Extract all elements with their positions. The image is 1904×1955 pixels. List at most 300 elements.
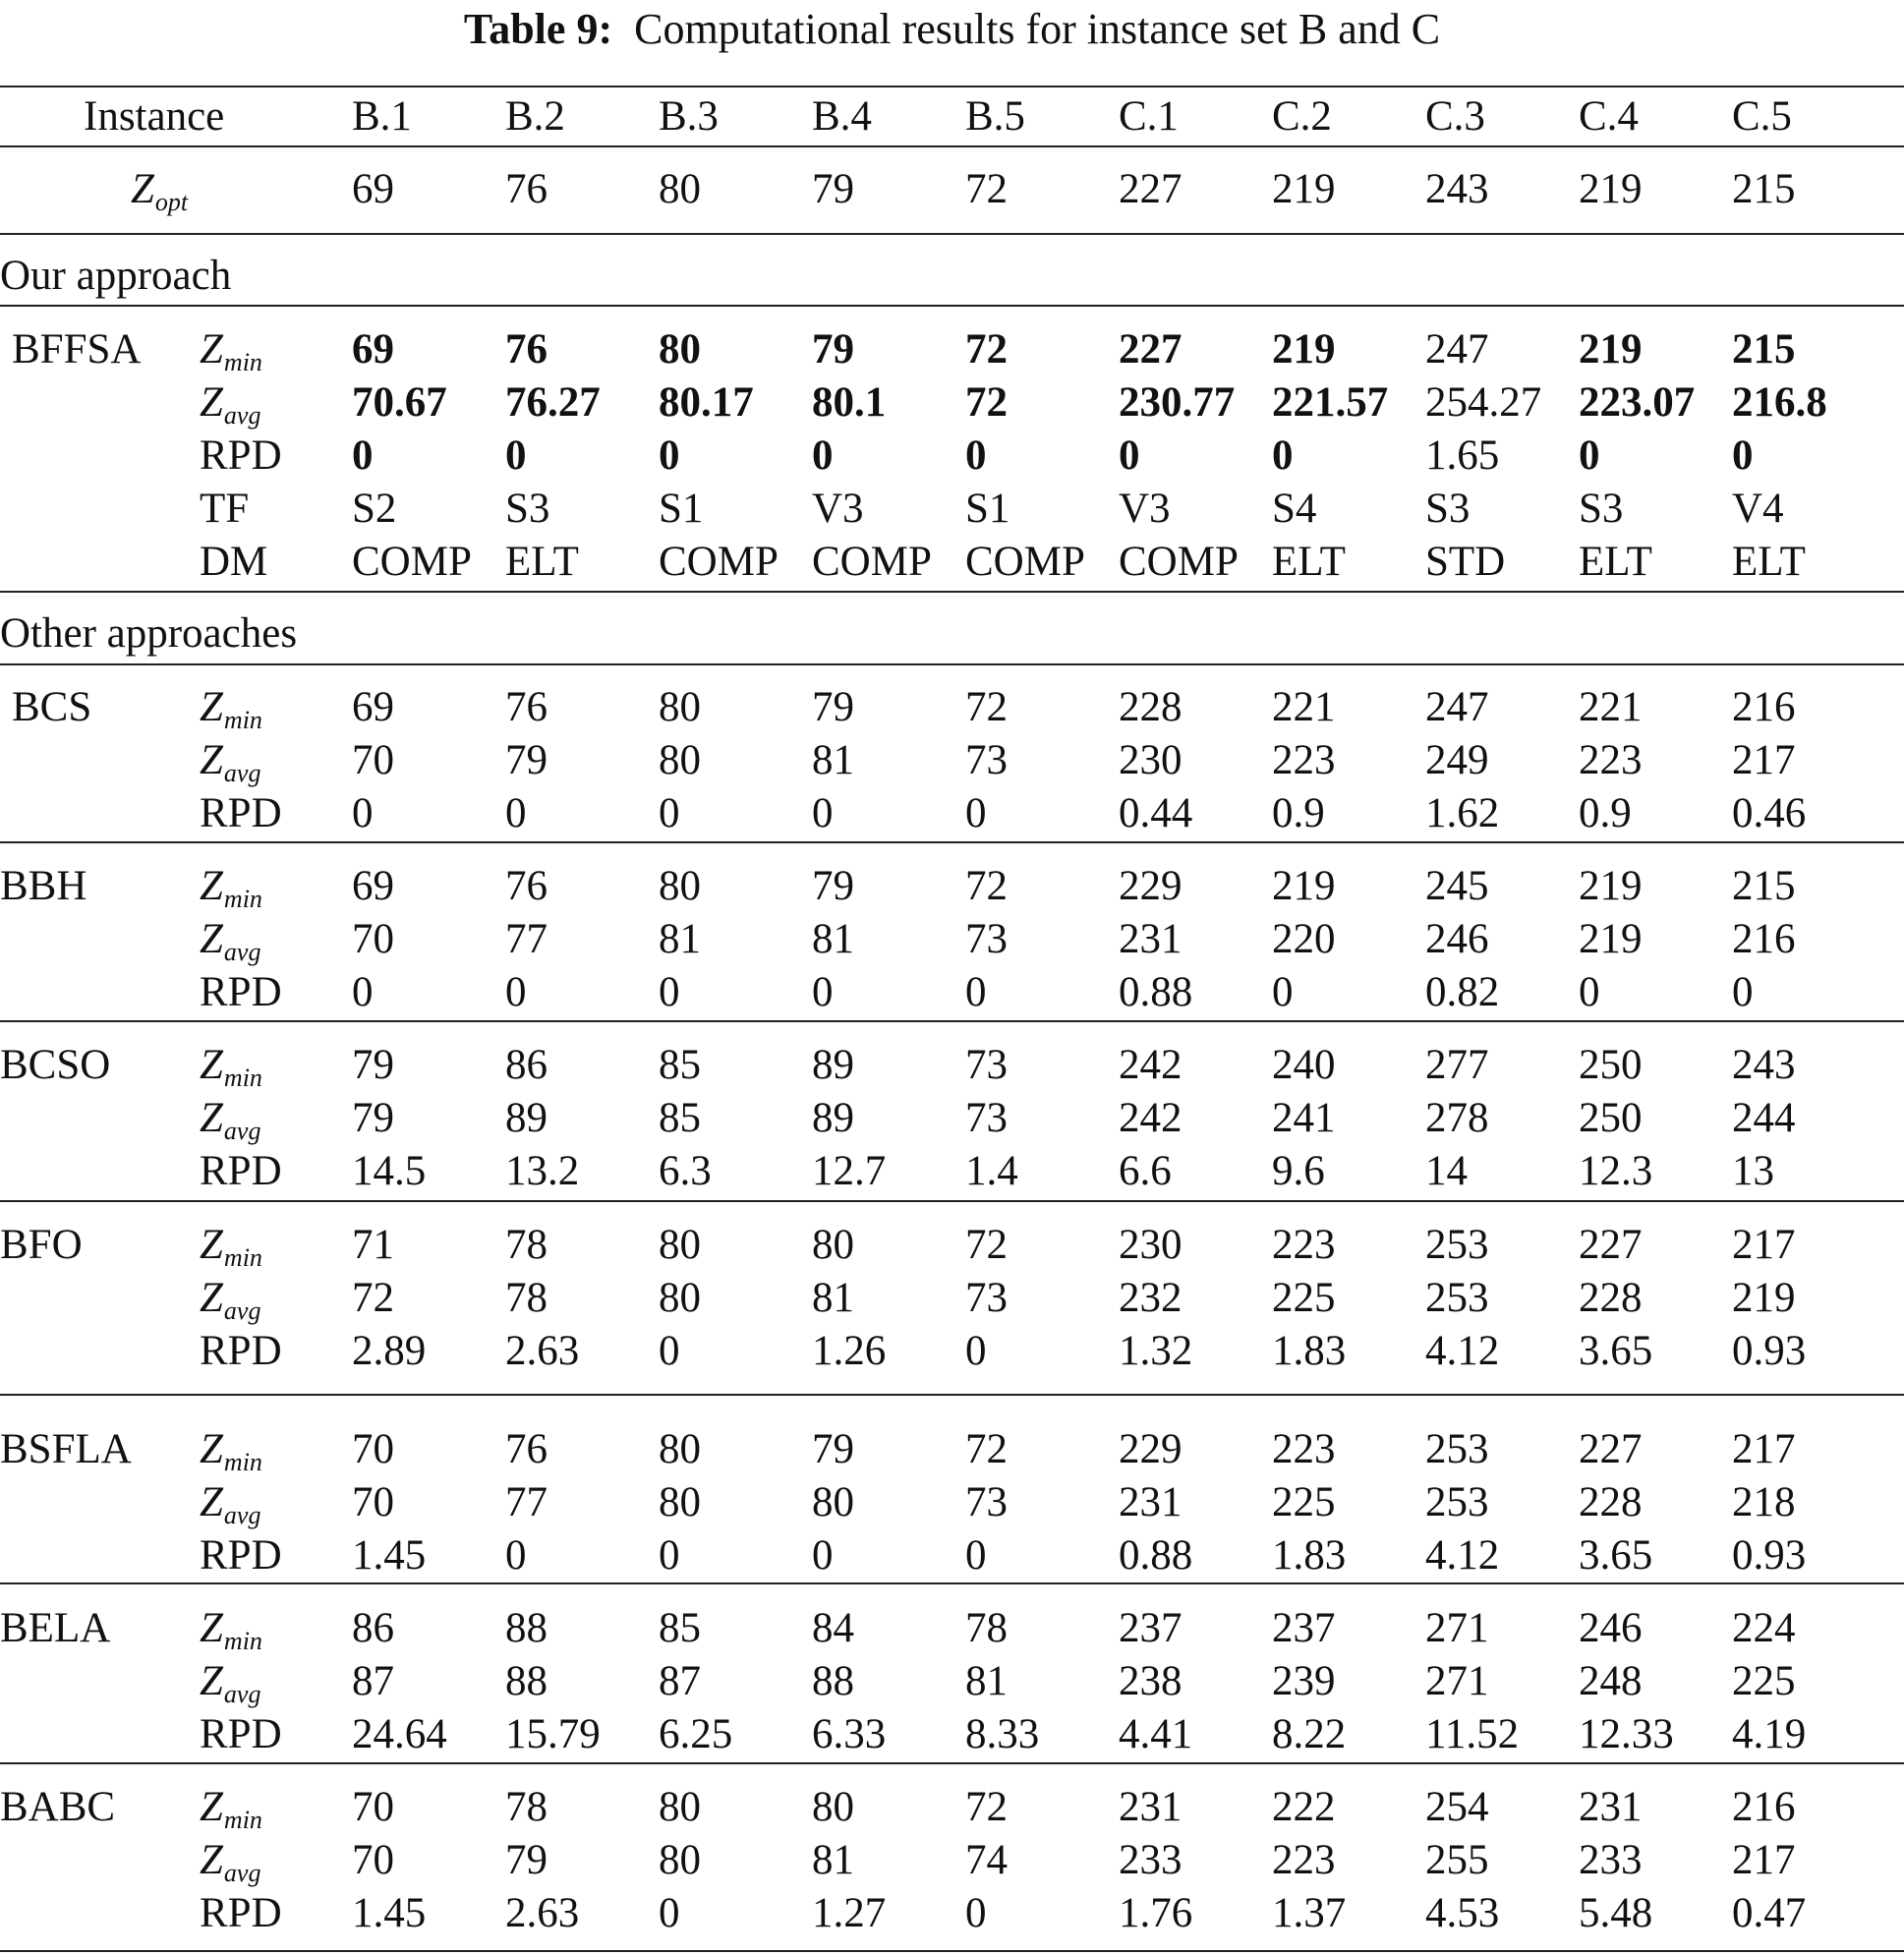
bcso-zavg-value: 85 <box>659 1095 701 1141</box>
bfo-rpd-value: 1.26 <box>812 1328 887 1374</box>
bcs-rpd-value: 1.62 <box>1425 790 1500 836</box>
bela-zmin-value: 237 <box>1272 1605 1336 1651</box>
babc-rpd-value: 1.76 <box>1119 1890 1193 1936</box>
bela-zmin-value: 86 <box>352 1605 394 1651</box>
metric-rpd-label: RPD <box>200 432 282 479</box>
bffsa-rpd-value: 0 <box>659 432 680 479</box>
bsfla-zmin-value: 217 <box>1732 1426 1796 1472</box>
metric-rpd-label: RPD <box>200 969 282 1015</box>
bcs-zmin-value: 79 <box>812 684 854 730</box>
babc-zmin-value: 222 <box>1272 1784 1336 1830</box>
bcs-zavg-value: 223 <box>1579 737 1643 783</box>
bsfla-zmin-value: 80 <box>659 1426 701 1472</box>
metric-rpd-label: RPD <box>200 1148 282 1194</box>
zopt-value: 80 <box>659 166 701 212</box>
method-name-BCS: BCS <box>12 684 92 730</box>
bbh-zavg-value: 231 <box>1119 916 1183 962</box>
babc-zmin-value: 231 <box>1119 1784 1183 1830</box>
metric-zavg-label: $Z_{avg}$ <box>200 1275 261 1325</box>
bsfla-rpd-value: 0 <box>812 1532 834 1579</box>
bbh-zmin-value: 79 <box>812 863 854 909</box>
bbh-zmin-value: 69 <box>352 863 394 909</box>
bcso-rpd-value: 6.6 <box>1119 1148 1172 1194</box>
section-other-approaches: Other approaches <box>0 610 298 657</box>
metric-zmin-label: $Z_{min}$ <box>200 863 262 913</box>
header-instance-C.3: C.3 <box>1425 93 1485 140</box>
bffsa-rpd-value: 0 <box>1579 432 1600 479</box>
bcs-rpd-value: 0.46 <box>1732 790 1807 836</box>
bcs-zmin-value: 80 <box>659 684 701 730</box>
bffsa-zmin-value: 69 <box>352 326 394 373</box>
bcso-rpd-value: 14 <box>1425 1148 1468 1194</box>
metric-zmin-label: $Z_{min}$ <box>200 1605 262 1655</box>
bsfla-zmin-value: 79 <box>812 1426 854 1472</box>
bcso-zmin-value: 89 <box>812 1042 854 1088</box>
bsfla-zavg-value: 80 <box>812 1479 854 1525</box>
bffsa-dm-value: STD <box>1425 539 1506 585</box>
bela-rpd-value: 4.41 <box>1119 1711 1193 1757</box>
header-instance-label: Instance <box>84 93 225 140</box>
bcso-zavg-value: 241 <box>1272 1095 1336 1141</box>
babc-zavg-value: 233 <box>1579 1837 1643 1883</box>
bffsa-dm-value: ELT <box>1579 539 1652 585</box>
bffsa-tf-value: S1 <box>965 486 1010 532</box>
bela-zavg-value: 88 <box>505 1658 548 1704</box>
zopt-value: 69 <box>352 166 394 212</box>
zopt-value: 219 <box>1579 166 1643 212</box>
bffsa-tf-value: V3 <box>812 486 864 532</box>
babc-rpd-value: 1.37 <box>1272 1890 1347 1936</box>
bbh-zmin-value: 219 <box>1579 863 1643 909</box>
bbh-zmin-value: 215 <box>1732 863 1796 909</box>
babc-zavg-value: 79 <box>505 1837 548 1883</box>
bfo-zmin-value: 217 <box>1732 1222 1796 1268</box>
metric-zavg-label: $Z_{avg}$ <box>200 916 261 966</box>
method-name-BFFSA: BFFSA <box>12 326 142 373</box>
zopt-value: 227 <box>1119 166 1183 212</box>
babc-zmin-value: 80 <box>812 1784 854 1830</box>
bela-zmin-value: 224 <box>1732 1605 1796 1651</box>
bfo-rpd-value: 3.65 <box>1579 1328 1653 1374</box>
bcso-zmin-value: 243 <box>1732 1042 1796 1088</box>
bcso-zavg-value: 244 <box>1732 1095 1796 1141</box>
rule-ours-end <box>0 591 1904 593</box>
bffsa-rpd-value: 0 <box>352 432 374 479</box>
bcs-zmin-value: 76 <box>505 684 548 730</box>
metric-rpd-label: RPD <box>200 1532 282 1579</box>
bfo-rpd-value: 1.32 <box>1119 1328 1193 1374</box>
bffsa-rpd-value: 0 <box>505 432 527 479</box>
bsfla-zmin-value: 229 <box>1119 1426 1183 1472</box>
bfo-zmin-value: 80 <box>812 1222 854 1268</box>
bcs-zmin-value: 221 <box>1272 684 1336 730</box>
rule-zopt <box>0 233 1904 235</box>
babc-zmin-value: 78 <box>505 1784 548 1830</box>
bcso-rpd-value: 6.3 <box>659 1148 712 1194</box>
zopt-label: $Z_{opt}$ <box>131 166 189 216</box>
bffsa-tf-value: V4 <box>1732 486 1784 532</box>
metric-dm-label: DM <box>200 539 268 585</box>
babc-rpd-value: 4.53 <box>1425 1890 1500 1936</box>
bbh-rpd-value: 0 <box>1579 969 1600 1015</box>
bbh-rpd-value: 0 <box>1732 969 1754 1015</box>
bffsa-rpd-value: 0 <box>812 432 834 479</box>
bela-zavg-value: 88 <box>812 1658 854 1704</box>
rule-bbh-end <box>0 1020 1904 1022</box>
bffsa-tf-value: S3 <box>1579 486 1624 532</box>
header-instance-C.1: C.1 <box>1119 93 1179 140</box>
bsfla-zavg-value: 80 <box>659 1479 701 1525</box>
bbh-zmin-value: 80 <box>659 863 701 909</box>
bcso-zmin-value: 73 <box>965 1042 1008 1088</box>
bffsa-zmin-value: 76 <box>505 326 548 373</box>
method-name-BELA: BELA <box>0 1605 111 1651</box>
bcs-zavg-value: 80 <box>659 737 701 783</box>
babc-rpd-value: 0 <box>659 1890 680 1936</box>
babc-zmin-value: 80 <box>659 1784 701 1830</box>
bfo-zmin-value: 253 <box>1425 1222 1489 1268</box>
bcs-zavg-value: 230 <box>1119 737 1183 783</box>
bcso-zavg-value: 73 <box>965 1095 1008 1141</box>
bcso-zavg-value: 89 <box>812 1095 854 1141</box>
metric-zmin-label: $Z_{min}$ <box>200 1784 262 1834</box>
bela-rpd-value: 8.22 <box>1272 1711 1347 1757</box>
zopt-value: 219 <box>1272 166 1336 212</box>
header-instance-B.3: B.3 <box>659 93 719 140</box>
caption-label: Table 9: <box>463 5 613 53</box>
bffsa-zavg-value: 70.67 <box>352 379 447 426</box>
rule-section-others <box>0 663 1904 665</box>
bsfla-zavg-value: 70 <box>352 1479 394 1525</box>
bbh-zmin-value: 72 <box>965 863 1008 909</box>
bcso-zmin-value: 240 <box>1272 1042 1336 1088</box>
bffsa-rpd-value: 0 <box>965 432 987 479</box>
bffsa-zmin-value: 79 <box>812 326 854 373</box>
bfo-zavg-value: 72 <box>352 1275 394 1321</box>
zopt-value: 72 <box>965 166 1008 212</box>
bcs-zavg-value: 217 <box>1732 737 1796 783</box>
bfo-zavg-value: 253 <box>1425 1275 1489 1321</box>
bsfla-zmin-value: 76 <box>505 1426 548 1472</box>
babc-rpd-value: 0 <box>965 1890 987 1936</box>
metric-tf-label: TF <box>200 486 250 532</box>
bbh-zmin-value: 219 <box>1272 863 1336 909</box>
metric-zmin-label: $Z_{min}$ <box>200 684 262 734</box>
method-name-BABC: BABC <box>0 1784 116 1830</box>
section-our-approach: Our approach <box>0 253 232 299</box>
bcs-rpd-value: 0 <box>505 790 527 836</box>
metric-rpd-label: RPD <box>200 1328 282 1374</box>
bcs-rpd-value: 0 <box>659 790 680 836</box>
bbh-zavg-value: 216 <box>1732 916 1796 962</box>
bfo-zmin-value: 223 <box>1272 1222 1336 1268</box>
bcs-zmin-value: 69 <box>352 684 394 730</box>
metric-zavg-label: $Z_{avg}$ <box>200 1479 261 1529</box>
bela-zavg-value: 248 <box>1579 1658 1643 1704</box>
bela-rpd-value: 15.79 <box>505 1711 601 1757</box>
bbh-zavg-value: 81 <box>659 916 701 962</box>
bffsa-zmin-value: 227 <box>1119 326 1183 373</box>
bsfla-zavg-value: 231 <box>1119 1479 1183 1525</box>
rule-bcso-end <box>0 1200 1904 1202</box>
bela-zmin-value: 237 <box>1119 1605 1183 1651</box>
bffsa-tf-value: S3 <box>505 486 550 532</box>
bcso-zavg-value: 278 <box>1425 1095 1489 1141</box>
bela-zmin-value: 271 <box>1425 1605 1489 1651</box>
caption-text: Computational results for instance set B and C <box>634 5 1441 53</box>
babc-zavg-value: 233 <box>1119 1837 1183 1883</box>
bcso-rpd-value: 12.3 <box>1579 1148 1653 1194</box>
bffsa-rpd-value: 0 <box>1732 432 1754 479</box>
bcso-rpd-value: 9.6 <box>1272 1148 1325 1194</box>
bsfla-zavg-value: 73 <box>965 1479 1008 1525</box>
bffsa-rpd-value: 0 <box>1119 432 1140 479</box>
bbh-rpd-value: 0.88 <box>1119 969 1193 1015</box>
method-name-BCSO: BCSO <box>0 1042 111 1088</box>
bfo-zavg-value: 225 <box>1272 1275 1336 1321</box>
bfo-rpd-value: 2.63 <box>505 1328 580 1374</box>
header-instance-C.5: C.5 <box>1732 93 1792 140</box>
bffsa-zmin-value: 219 <box>1272 326 1336 373</box>
bsfla-rpd-value: 0 <box>505 1532 527 1579</box>
header-instance-C.2: C.2 <box>1272 93 1332 140</box>
bcs-rpd-value: 0 <box>965 790 987 836</box>
babc-zavg-value: 217 <box>1732 1837 1796 1883</box>
header-instance-B.4: B.4 <box>812 93 872 140</box>
bbh-rpd-value: 0 <box>1272 969 1294 1015</box>
bela-zavg-value: 225 <box>1732 1658 1796 1704</box>
bcs-rpd-value: 0 <box>352 790 374 836</box>
zopt-value: 79 <box>812 166 854 212</box>
bcs-zavg-value: 70 <box>352 737 394 783</box>
bcs-rpd-value: 0.9 <box>1272 790 1325 836</box>
bffsa-zmin-value: 72 <box>965 326 1008 373</box>
bffsa-rpd-value: 0 <box>1272 432 1294 479</box>
bela-zavg-value: 239 <box>1272 1658 1336 1704</box>
bbh-rpd-value: 0.82 <box>1425 969 1500 1015</box>
table-caption <box>0 4 1904 55</box>
bbh-zmin-value: 76 <box>505 863 548 909</box>
bfo-zavg-value: 81 <box>812 1275 854 1321</box>
bsfla-rpd-value: 1.45 <box>352 1532 427 1579</box>
babc-rpd-value: 1.27 <box>812 1890 887 1936</box>
bfo-rpd-value: 0 <box>965 1328 987 1374</box>
rule-section-ours <box>0 305 1904 307</box>
bcso-rpd-value: 1.4 <box>965 1148 1018 1194</box>
bfo-zavg-value: 219 <box>1732 1275 1796 1321</box>
metric-zavg-label: $Z_{avg}$ <box>200 379 261 430</box>
method-name-BFO: BFO <box>0 1222 83 1268</box>
bcs-zavg-value: 73 <box>965 737 1008 783</box>
bsfla-rpd-value: 4.12 <box>1425 1532 1500 1579</box>
bsfla-rpd-value: 0.88 <box>1119 1532 1193 1579</box>
bcso-rpd-value: 14.5 <box>352 1148 427 1194</box>
bsfla-zavg-value: 253 <box>1425 1479 1489 1525</box>
bfo-zavg-value: 228 <box>1579 1275 1643 1321</box>
bcso-zmin-value: 277 <box>1425 1042 1489 1088</box>
bfo-zavg-value: 78 <box>505 1275 548 1321</box>
bela-zmin-value: 88 <box>505 1605 548 1651</box>
zopt-value: 215 <box>1732 166 1796 212</box>
babc-zavg-value: 223 <box>1272 1837 1336 1883</box>
bffsa-zavg-value: 254.27 <box>1425 379 1542 426</box>
bcso-rpd-value: 13.2 <box>505 1148 580 1194</box>
bfo-rpd-value: 2.89 <box>352 1328 427 1374</box>
bsfla-zavg-value: 77 <box>505 1479 548 1525</box>
bela-zmin-value: 246 <box>1579 1605 1643 1651</box>
rule-bfo-end <box>0 1394 1904 1396</box>
bsfla-rpd-value: 0.93 <box>1732 1532 1807 1579</box>
bffsa-dm-value: COMP <box>1119 539 1239 585</box>
bfo-zmin-value: 230 <box>1119 1222 1183 1268</box>
bcso-zmin-value: 250 <box>1579 1042 1643 1088</box>
bcs-zmin-value: 216 <box>1732 684 1796 730</box>
bela-rpd-value: 11.52 <box>1425 1711 1520 1757</box>
babc-rpd-value: 5.48 <box>1579 1890 1653 1936</box>
babc-zavg-value: 80 <box>659 1837 701 1883</box>
bbh-rpd-value: 0 <box>505 969 527 1015</box>
bffsa-zavg-value: 223.07 <box>1579 379 1696 426</box>
bcs-rpd-value: 0.44 <box>1119 790 1193 836</box>
bela-zavg-value: 87 <box>659 1658 701 1704</box>
babc-zavg-value: 74 <box>965 1837 1008 1883</box>
bsfla-rpd-value: 3.65 <box>1579 1532 1653 1579</box>
metric-zmin-label: $Z_{min}$ <box>200 326 262 376</box>
bela-rpd-value: 8.33 <box>965 1711 1040 1757</box>
bffsa-dm-value: ELT <box>1272 539 1346 585</box>
metric-zavg-label: $Z_{avg}$ <box>200 1658 261 1708</box>
metric-rpd-label: RPD <box>200 1890 282 1936</box>
bcso-zmin-value: 85 <box>659 1042 701 1088</box>
bbh-zavg-value: 81 <box>812 916 854 962</box>
bsfla-zavg-value: 228 <box>1579 1479 1643 1525</box>
zopt-value: 76 <box>505 166 548 212</box>
metric-zmin-label: $Z_{min}$ <box>200 1426 262 1476</box>
zopt-value: 243 <box>1425 166 1489 212</box>
bfo-zavg-value: 232 <box>1119 1275 1183 1321</box>
bsfla-zmin-value: 227 <box>1579 1426 1643 1472</box>
header-instance-B.2: B.2 <box>505 93 565 140</box>
bbh-zmin-value: 229 <box>1119 863 1183 909</box>
metric-zavg-label: $Z_{avg}$ <box>200 737 261 787</box>
method-name-BSFLA: BSFLA <box>0 1426 132 1472</box>
bffsa-dm-value: COMP <box>812 539 932 585</box>
bbh-zmin-value: 245 <box>1425 863 1489 909</box>
bfo-zmin-value: 72 <box>965 1222 1008 1268</box>
bcs-zavg-value: 223 <box>1272 737 1336 783</box>
bbh-zavg-value: 219 <box>1579 916 1643 962</box>
babc-zmin-value: 231 <box>1579 1784 1643 1830</box>
bbh-zavg-value: 77 <box>505 916 548 962</box>
bsfla-rpd-value: 0 <box>965 1532 987 1579</box>
bbh-zavg-value: 70 <box>352 916 394 962</box>
bfo-zmin-value: 78 <box>505 1222 548 1268</box>
bffsa-zmin-value: 215 <box>1732 326 1796 373</box>
bcso-zmin-value: 79 <box>352 1042 394 1088</box>
bfo-zavg-value: 73 <box>965 1275 1008 1321</box>
bcso-zavg-value: 250 <box>1579 1095 1643 1141</box>
bbh-rpd-value: 0 <box>812 969 834 1015</box>
metric-zmin-label: $Z_{min}$ <box>200 1042 262 1092</box>
bela-zmin-value: 78 <box>965 1605 1008 1651</box>
babc-zavg-value: 255 <box>1425 1837 1489 1883</box>
bsfla-rpd-value: 0 <box>659 1532 680 1579</box>
rule-top <box>0 86 1904 87</box>
header-instance-B.5: B.5 <box>965 93 1025 140</box>
header-instance-C.4: C.4 <box>1579 93 1639 140</box>
babc-zmin-value: 70 <box>352 1784 394 1830</box>
bffsa-dm-value: ELT <box>505 539 579 585</box>
bela-zavg-value: 271 <box>1425 1658 1489 1704</box>
bffsa-tf-value: V3 <box>1119 486 1171 532</box>
bbh-zavg-value: 246 <box>1425 916 1489 962</box>
bela-zmin-value: 85 <box>659 1605 701 1651</box>
bffsa-zavg-value: 230.77 <box>1119 379 1236 426</box>
metric-zmin-label: $Z_{min}$ <box>200 1222 262 1272</box>
header-instance-B.1: B.1 <box>352 93 412 140</box>
bsfla-zmin-value: 70 <box>352 1426 394 1472</box>
bcso-rpd-value: 12.7 <box>812 1148 887 1194</box>
metric-zavg-label: $Z_{avg}$ <box>200 1095 261 1145</box>
bsfla-zmin-value: 223 <box>1272 1426 1336 1472</box>
bffsa-dm-value: COMP <box>965 539 1085 585</box>
bsfla-zmin-value: 72 <box>965 1426 1008 1472</box>
bffsa-zavg-value: 216.8 <box>1732 379 1827 426</box>
bffsa-zavg-value: 221.57 <box>1272 379 1389 426</box>
babc-zmin-value: 254 <box>1425 1784 1489 1830</box>
bffsa-zavg-value: 76.27 <box>505 379 601 426</box>
bfo-rpd-value: 0.93 <box>1732 1328 1807 1374</box>
bcso-zmin-value: 86 <box>505 1042 548 1088</box>
bcso-zmin-value: 242 <box>1119 1042 1183 1088</box>
bffsa-tf-value: S1 <box>659 486 704 532</box>
bbh-zavg-value: 73 <box>965 916 1008 962</box>
bfo-rpd-value: 1.83 <box>1272 1328 1347 1374</box>
bsfla-zavg-value: 225 <box>1272 1479 1336 1525</box>
rule-babc-end <box>0 1950 1904 1952</box>
bffsa-zmin-value: 247 <box>1425 326 1489 373</box>
bcso-zavg-value: 79 <box>352 1095 394 1141</box>
babc-zavg-value: 70 <box>352 1837 394 1883</box>
bfo-zmin-value: 71 <box>352 1222 394 1268</box>
bcs-zavg-value: 81 <box>812 737 854 783</box>
rule-bela-end <box>0 1762 1904 1764</box>
bffsa-zavg-value: 72 <box>965 379 1008 426</box>
bela-rpd-value: 4.19 <box>1732 1711 1807 1757</box>
bela-zavg-value: 81 <box>965 1658 1008 1704</box>
bbh-rpd-value: 0 <box>965 969 987 1015</box>
bsfla-zavg-value: 218 <box>1732 1479 1796 1525</box>
bfo-rpd-value: 0 <box>659 1328 680 1374</box>
babc-zmin-value: 72 <box>965 1784 1008 1830</box>
babc-zavg-value: 81 <box>812 1837 854 1883</box>
bela-rpd-value: 12.33 <box>1579 1711 1674 1757</box>
bffsa-rpd-value: 1.65 <box>1425 432 1500 479</box>
babc-rpd-value: 1.45 <box>352 1890 427 1936</box>
bfo-zmin-value: 80 <box>659 1222 701 1268</box>
bfo-zavg-value: 80 <box>659 1275 701 1321</box>
bcs-rpd-value: 0.9 <box>1579 790 1632 836</box>
bcs-rpd-value: 0 <box>812 790 834 836</box>
bsfla-zmin-value: 253 <box>1425 1426 1489 1472</box>
method-name-BBH: BBH <box>0 863 87 909</box>
bffsa-zmin-value: 219 <box>1579 326 1643 373</box>
rule-bsfla-end <box>0 1582 1904 1584</box>
babc-zmin-value: 216 <box>1732 1784 1796 1830</box>
babc-rpd-value: 0.47 <box>1732 1890 1807 1936</box>
bcs-zmin-value: 228 <box>1119 684 1183 730</box>
bfo-rpd-value: 4.12 <box>1425 1328 1500 1374</box>
